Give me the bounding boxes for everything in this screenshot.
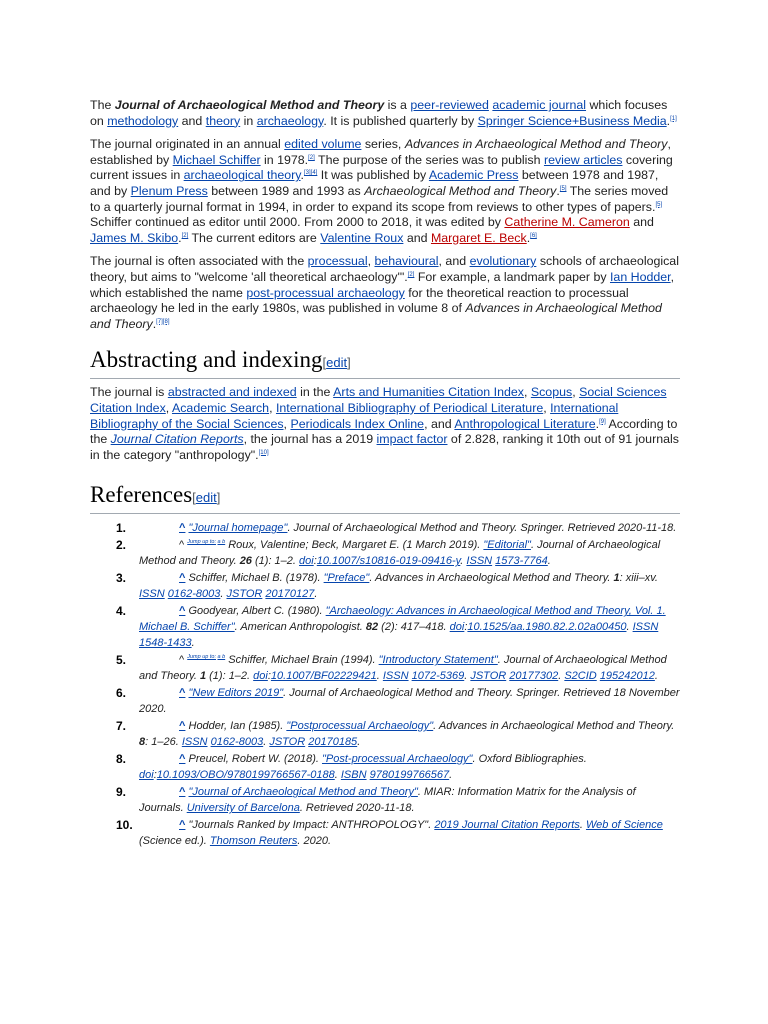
text: is a bbox=[384, 98, 411, 112]
backlink-caret[interactable]: ^ bbox=[179, 522, 186, 535]
reference-link[interactable]: "Journal homepage" bbox=[188, 522, 288, 535]
intro-paragraph-3 bbox=[90, 254, 680, 332]
citation[interactable] bbox=[530, 233, 537, 239]
abstracting-paragraph bbox=[90, 385, 680, 463]
link-post-processual-archaeology[interactable]: post-processual archaeology bbox=[246, 285, 405, 300]
text: , bbox=[283, 416, 291, 431]
link-text[interactable]: Journal Citation Reports bbox=[110, 432, 244, 447]
isbn-link[interactable]: ISBN bbox=[340, 769, 367, 782]
reference-number: 6. bbox=[116, 686, 127, 701]
caret-text: ^ bbox=[179, 539, 185, 552]
link-periodicals-index[interactable]: Periodicals Index Online bbox=[290, 416, 425, 431]
web-of-science-link[interactable]: Web of Science bbox=[585, 819, 663, 832]
reference-number: 2. bbox=[116, 538, 127, 553]
citation-link[interactable]: [10] bbox=[258, 449, 269, 456]
citation[interactable] bbox=[156, 319, 169, 325]
intro-paragraph-1 bbox=[90, 98, 680, 129]
edit-section bbox=[323, 355, 351, 370]
citation[interactable] bbox=[304, 170, 317, 176]
text: , bbox=[269, 400, 276, 415]
text: . It is published quarterly by bbox=[323, 113, 478, 128]
text: : bbox=[267, 670, 271, 683]
link-ibpl[interactable]: International Bibliography of Periodical Literature bbox=[275, 400, 544, 415]
text: . Advances in Archaeological Method and Theory. bbox=[433, 720, 675, 733]
text: and bbox=[629, 215, 654, 230]
text: : bbox=[153, 769, 157, 782]
doi-link[interactable]: doi bbox=[299, 555, 314, 568]
text: Schiffer, Michael B. (1978). bbox=[185, 572, 324, 585]
link-methodology[interactable]: methodology bbox=[107, 113, 179, 128]
link-review-articles[interactable]: review articles bbox=[543, 152, 623, 167]
text: . bbox=[357, 736, 361, 749]
reference-number: 7. bbox=[116, 719, 127, 734]
link-academic-press[interactable]: Academic Press bbox=[428, 168, 519, 183]
text: , bbox=[572, 385, 580, 400]
text: . bbox=[626, 621, 633, 634]
link-catherine-cameron[interactable]: Catherine M. Cameron bbox=[504, 215, 630, 230]
link-james-skibo[interactable]: James M. Skibo bbox=[90, 230, 179, 245]
reference-item bbox=[90, 537, 680, 569]
reference-link[interactable]: "Preface" bbox=[323, 572, 370, 585]
bracket: ] bbox=[216, 490, 221, 506]
citation-link[interactable]: [3][4] bbox=[303, 170, 318, 177]
volume: 26 bbox=[239, 555, 252, 568]
volume: 82 bbox=[365, 621, 379, 634]
text: schools of archaeological theory, but aims to "welcome 'all theoretical archaeology'". bbox=[90, 254, 679, 284]
edit-link[interactable]: edit bbox=[326, 355, 348, 371]
text: . bbox=[178, 230, 182, 245]
text: , bbox=[165, 400, 172, 415]
issn-value-link[interactable]: 1573-7764 bbox=[495, 555, 548, 568]
text: The journal is bbox=[90, 385, 168, 400]
link-ian-hodder[interactable]: Ian Hodder bbox=[609, 269, 671, 284]
text: "Journals Ranked by Impact: ANTHROPOLOGY". bbox=[185, 819, 435, 832]
publisher-link[interactable]: Thomson Reuters bbox=[209, 835, 298, 848]
text: . Advances in Archaeological Method and Theory. bbox=[369, 572, 614, 585]
reference-link[interactable]: 2019 Journal Citation Reports bbox=[434, 819, 580, 832]
link-evolutionary[interactable]: evolutionary bbox=[469, 254, 537, 269]
text: . bbox=[654, 670, 658, 683]
citation[interactable] bbox=[655, 202, 662, 208]
issn-value-link[interactable]: 0162-8003 bbox=[167, 588, 221, 601]
link-michael-schiffer[interactable]: Michael Schiffer bbox=[172, 152, 261, 167]
citation-link[interactable]: [2] bbox=[407, 271, 415, 278]
issn-value-link[interactable]: 0162-8003 bbox=[210, 736, 264, 749]
reference-link[interactable]: "Postprocessual Archaeology" bbox=[286, 720, 434, 733]
text: . Retrieved 2020-11-18. bbox=[299, 802, 415, 815]
link-ssci[interactable]: Social Sciences Citation Index bbox=[90, 385, 667, 415]
reference-item bbox=[90, 652, 680, 684]
text: in bbox=[240, 113, 257, 128]
text: , bbox=[523, 385, 531, 400]
text: Roux, Valentine; Beck, Margaret E. (1 March 2019). bbox=[225, 539, 484, 552]
text: : bbox=[313, 555, 317, 568]
text: . Journal of Archaeological Method and Theory. bbox=[139, 654, 667, 683]
reference-item bbox=[90, 603, 680, 651]
text: : bbox=[464, 621, 468, 634]
series-title: Advances in Archaeological Method and Theory bbox=[404, 137, 668, 152]
doi-link[interactable]: doi bbox=[449, 621, 465, 634]
text: . bbox=[464, 670, 471, 683]
journal-title: Journal of Archaeological Method and Theory bbox=[114, 98, 385, 112]
text: . bbox=[595, 416, 600, 431]
text: which focuses on bbox=[90, 98, 668, 128]
text: . bbox=[220, 588, 227, 601]
reference-link[interactable]: "Journal of Archaeological Method and Theory" bbox=[188, 786, 418, 799]
text: Goodyear, Albert C. (1980). bbox=[185, 605, 326, 618]
link-scopus[interactable]: Scopus bbox=[530, 385, 573, 400]
series-title: Advances in Archaeological Method and Theory bbox=[90, 301, 662, 331]
text: . bbox=[152, 316, 157, 331]
reference-item bbox=[90, 784, 680, 816]
citation-link[interactable]: [6] bbox=[530, 232, 537, 239]
backlink-caret[interactable]: ^ bbox=[179, 605, 186, 618]
text: The journal originated in an annual bbox=[90, 137, 285, 152]
doi-link[interactable]: doi bbox=[139, 769, 154, 782]
reference-number: 10. bbox=[116, 818, 133, 833]
text: The purpose of the series was to publish bbox=[314, 152, 544, 167]
link-academic-journal[interactable]: academic journal bbox=[492, 98, 587, 112]
link-margaret-beck[interactable]: Margaret E. Beck bbox=[430, 230, 527, 245]
reference-link[interactable]: "New Editors 2019" bbox=[188, 687, 284, 700]
text: , bbox=[543, 400, 551, 415]
text: . bbox=[556, 183, 560, 198]
text: and bbox=[403, 230, 431, 245]
text: Hodder, Ian (1985). bbox=[185, 720, 287, 733]
backlink-caret[interactable]: ^ bbox=[179, 753, 186, 766]
citation[interactable] bbox=[308, 155, 315, 161]
text: . Journal of Archaeological Method and Theory. bbox=[139, 539, 661, 568]
jstor-link[interactable]: JSTOR bbox=[226, 588, 263, 601]
references-list bbox=[90, 520, 680, 849]
reference-item bbox=[90, 817, 680, 849]
text: , and bbox=[438, 254, 470, 269]
doi-value-link[interactable]: 10.1007/BF02229421 bbox=[270, 670, 377, 683]
jstor-link[interactable]: JSTOR bbox=[470, 670, 507, 683]
issn-link[interactable]: ISSN bbox=[382, 670, 409, 683]
text: and bbox=[178, 113, 206, 128]
reference-link[interactable]: "Introductory Statement" bbox=[378, 654, 498, 667]
text: . Journal of Archaeological Method and Theory. Springer. Retrieved 18 November 2020. bbox=[139, 687, 680, 716]
isbn-value-link[interactable]: 9780199766567 bbox=[369, 769, 450, 782]
text: . bbox=[547, 555, 551, 568]
link-ibss[interactable]: International Bibliography of the Social Sciences bbox=[90, 400, 619, 431]
jump-letters[interactable]: a b bbox=[217, 654, 226, 661]
text: (1): 1–2. bbox=[251, 555, 300, 568]
text: between 1978 and 1987, and by bbox=[90, 168, 659, 198]
reference-item bbox=[90, 520, 680, 536]
citation[interactable] bbox=[259, 450, 269, 456]
text: of 2.828, ranking it 10th out of 91 journals in the category "anthropology". bbox=[90, 432, 679, 462]
text: . bbox=[191, 637, 195, 650]
backlink-caret[interactable]: ^ bbox=[179, 819, 186, 832]
jump-up-label[interactable]: Jump up to: bbox=[187, 539, 216, 546]
link-abstracted-indexed[interactable]: abstracted and indexed bbox=[167, 385, 297, 400]
link-theory[interactable]: theory bbox=[205, 113, 241, 128]
citation-link[interactable]: [1] bbox=[670, 115, 677, 122]
text: The current editors are bbox=[188, 230, 321, 245]
citation-link[interactable]: [5] bbox=[559, 185, 567, 192]
volume: 8 bbox=[139, 736, 146, 749]
issn-link[interactable]: ISSN bbox=[139, 588, 165, 601]
text: , and bbox=[424, 416, 455, 431]
text: for the theoretical reaction to processual archaeology he led in the early 1980s, was published in volume 8 of bbox=[90, 285, 629, 316]
link-plenum-press[interactable]: Plenum Press bbox=[130, 183, 208, 198]
text: . Oxford Bibliographies. bbox=[472, 753, 587, 766]
text: . bbox=[263, 736, 270, 749]
bracket: [ bbox=[322, 355, 327, 371]
jstor-link[interactable]: JSTOR bbox=[269, 736, 306, 749]
text: Preucel, Robert W. (2018). bbox=[185, 753, 322, 766]
jstor-value-link[interactable]: 20177302 bbox=[509, 670, 559, 683]
reference-link[interactable]: "Post-processual Archaeology" bbox=[321, 753, 473, 766]
text: Schiffer continued as editor until 2000. From 2000 to 2018, it was edited by bbox=[90, 215, 505, 230]
link-journal-citation-reports[interactable] bbox=[111, 432, 244, 446]
reference-number: 4. bbox=[116, 604, 127, 619]
doi-value-link[interactable]: 10.1525/aa.1980.82.2.02a00450 bbox=[467, 621, 627, 634]
citation-link[interactable]: [2] bbox=[308, 154, 315, 161]
issn-link[interactable]: ISSN bbox=[466, 555, 493, 568]
bracket: ] bbox=[347, 355, 351, 371]
reference-item bbox=[90, 751, 680, 783]
reference-number: 8. bbox=[116, 752, 127, 767]
text: . bbox=[666, 113, 671, 128]
text: : 1–26. bbox=[145, 736, 182, 749]
jump-letters[interactable]: a b bbox=[217, 539, 226, 546]
edit-link[interactable]: edit bbox=[195, 490, 217, 506]
text: Schiffer, Michael Brain (1994). bbox=[225, 654, 379, 667]
text: in the bbox=[296, 385, 334, 400]
citation-link[interactable]: [5] bbox=[655, 201, 663, 208]
references-heading bbox=[90, 481, 680, 514]
caret-text: ^ bbox=[179, 654, 185, 667]
reference-item bbox=[90, 685, 680, 717]
link-behavioural[interactable]: behavioural bbox=[374, 254, 439, 269]
link-ahci[interactable]: Arts and Humanities Citation Index bbox=[333, 385, 524, 400]
text: , bbox=[367, 254, 375, 269]
text: . bbox=[334, 769, 341, 782]
s2cid-link[interactable]: S2CID bbox=[564, 670, 597, 683]
link-springer[interactable]: Springer Science+Business Media bbox=[477, 113, 667, 128]
link-edited-volume[interactable]: edited volume bbox=[284, 137, 362, 152]
citation[interactable] bbox=[599, 419, 606, 425]
text: . American Anthropologist. bbox=[234, 621, 366, 634]
text: . bbox=[449, 769, 453, 782]
text: It was published by bbox=[317, 168, 429, 183]
link-archaeological-theory[interactable]: archaeological theory bbox=[183, 168, 301, 183]
reference-number: 3. bbox=[116, 571, 127, 586]
issn-link[interactable]: ISSN bbox=[632, 621, 659, 634]
series-title: Archaeological Method and Theory bbox=[364, 183, 557, 198]
doi-value-link[interactable]: 10.1007/s10816-019-09416-y bbox=[316, 555, 461, 568]
text: The journal is often associated with the bbox=[90, 254, 308, 269]
text: . bbox=[579, 819, 586, 832]
jump-up-label[interactable]: Jump up to: bbox=[187, 654, 216, 661]
text: . bbox=[300, 168, 304, 183]
link-anthropological-literature[interactable]: Anthropological Literature bbox=[454, 416, 596, 431]
heading-text: Abstracting and indexing bbox=[90, 347, 323, 373]
text: , the journal has a 2019 bbox=[243, 432, 377, 447]
text: . bbox=[558, 670, 565, 683]
bracket: [ bbox=[192, 490, 196, 506]
link-impact-factor[interactable]: impact factor bbox=[376, 432, 448, 447]
backlink-caret[interactable]: ^ bbox=[179, 687, 186, 700]
text: . 2020. bbox=[297, 835, 331, 848]
issn-value-link[interactable]: 1072-5369 bbox=[411, 670, 465, 683]
text: (Science ed.). bbox=[139, 835, 210, 848]
text: , which established the name bbox=[90, 269, 675, 300]
volume: 1 bbox=[613, 572, 620, 585]
text: For example, a landmark paper by bbox=[414, 269, 610, 284]
text: The series moved to a quarterly journal format in 1994, in order to expand its scope from reviews to other types of papers. bbox=[90, 183, 669, 214]
backlink-caret[interactable]: ^ bbox=[179, 572, 186, 585]
link-processual[interactable]: processual bbox=[307, 254, 368, 269]
backlink-caret[interactable]: ^ bbox=[179, 720, 186, 733]
s2cid-value-link[interactable]: 195242012 bbox=[599, 670, 655, 683]
citation-link[interactable]: [7][8] bbox=[156, 318, 170, 325]
text: in 1978. bbox=[260, 152, 309, 167]
link-peer-reviewed[interactable]: peer-reviewed bbox=[410, 98, 489, 112]
abstracting-heading bbox=[90, 346, 680, 379]
text: . Journal of Archaeological Method and Theory. Springer. Retrieved 2020-11-18. bbox=[287, 522, 677, 535]
backlink-caret[interactable]: ^ bbox=[179, 786, 186, 799]
reference-number: 5. bbox=[116, 653, 127, 668]
jstor-value-link[interactable]: 20170127 bbox=[265, 588, 315, 601]
text: , established by bbox=[90, 137, 671, 167]
text: series, bbox=[361, 137, 405, 152]
article-content bbox=[90, 98, 680, 850]
jstor-value-link[interactable]: 20170185 bbox=[308, 736, 358, 749]
edit-section bbox=[192, 490, 220, 505]
text: . bbox=[376, 670, 383, 683]
text: between 1989 and 1993 as bbox=[207, 183, 365, 198]
text: . bbox=[460, 555, 467, 568]
text: (2): 417–418. bbox=[378, 621, 450, 634]
text: . MIAR: Information Matrix for the Analysis of Journals. bbox=[139, 786, 636, 815]
issn-value-link[interactable]: 1548-1433 bbox=[139, 637, 192, 650]
citation[interactable] bbox=[670, 116, 677, 122]
intro-paragraph-2 bbox=[90, 137, 680, 246]
text: (1): 1–2. bbox=[206, 670, 254, 683]
reference-item bbox=[90, 718, 680, 750]
citation-link[interactable]: [9] bbox=[599, 418, 606, 425]
text: . bbox=[526, 230, 531, 245]
text: According to the bbox=[90, 416, 678, 447]
reference-item bbox=[90, 570, 680, 602]
jump-up-links[interactable] bbox=[187, 539, 225, 545]
text: The bbox=[90, 98, 115, 112]
link-archaeology[interactable]: archaeology bbox=[256, 113, 324, 128]
reference-number: 1. bbox=[116, 521, 127, 536]
doi-value-link[interactable]: 10.1093/OBO/9780199766567-0188 bbox=[156, 769, 335, 782]
publisher-link[interactable]: University of Barcelona bbox=[186, 802, 300, 815]
issn-link[interactable]: ISSN bbox=[181, 736, 208, 749]
link-academic-search[interactable]: Academic Search bbox=[171, 400, 270, 415]
heading-text: References bbox=[90, 482, 193, 508]
volume: 1 bbox=[199, 670, 207, 683]
text: covering current issues in bbox=[90, 152, 673, 183]
text: . bbox=[314, 588, 318, 601]
reference-link[interactable]: "Archaeology: Advances in Archaeological Method and Theory, Vol. 1. Michael B. Schiffer" bbox=[139, 605, 666, 634]
text: : xiii–xv. bbox=[619, 572, 658, 585]
reference-link[interactable]: "Editorial" bbox=[483, 539, 531, 552]
doi-link[interactable]: doi bbox=[253, 670, 268, 683]
citation-link[interactable]: [2] bbox=[181, 232, 189, 239]
link-valentine-roux[interactable]: Valentine Roux bbox=[320, 230, 404, 245]
jump-up-links[interactable] bbox=[187, 654, 225, 660]
reference-number: 9. bbox=[116, 785, 127, 800]
